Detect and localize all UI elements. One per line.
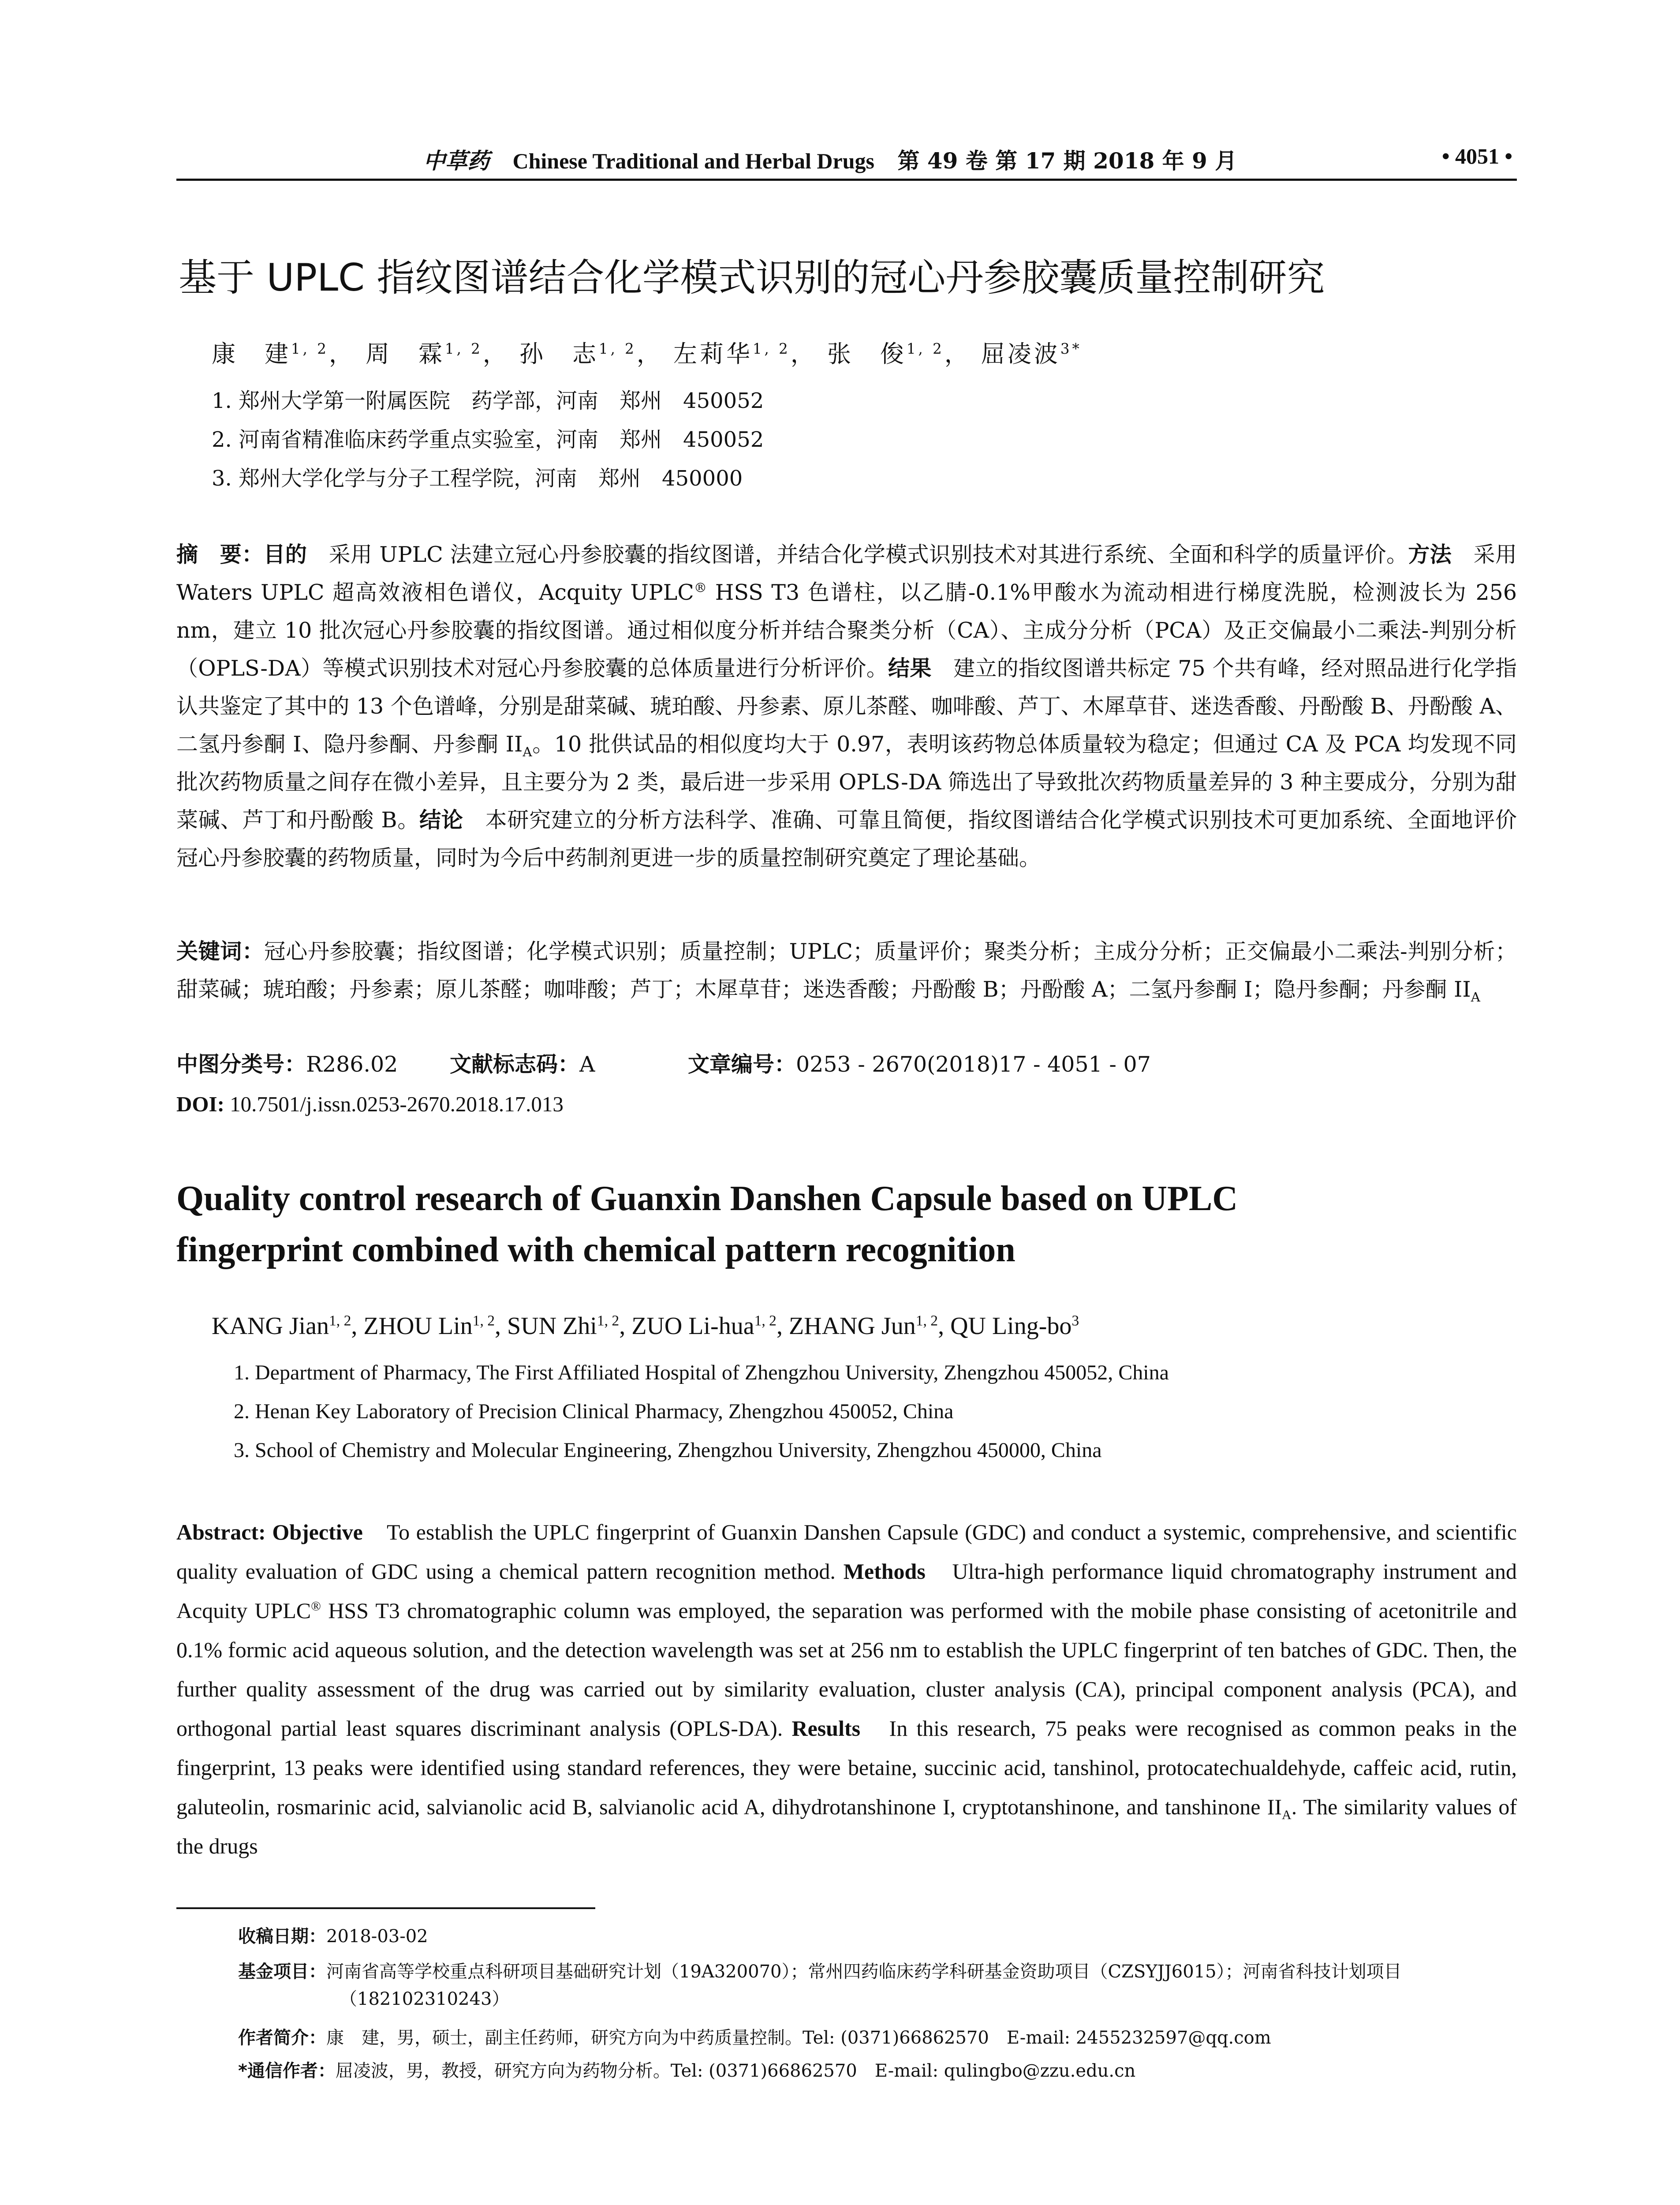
author: SUN Zhi$^{1, 2}$, bbox=[507, 1312, 632, 1340]
author: 周 霖$^{1, 2}$， bbox=[365, 340, 509, 368]
english-affiliation: 1. Department of Pharmacy, The First Affiliated Hospital of Zhengzhou University, Zhengzhou 450052, China bbox=[234, 1361, 1169, 1384]
clc-number: 中图分类号：R286.02 bbox=[176, 1052, 398, 1077]
results-text: 。10 批供试品的相似度均大于 0.97，表明该药物总体质量较为稳定；但通过 CA 及 PCA 均发现不同批次药物质量之间存在微小差异，且主要分为 2 类，最后进一步采用 OPLS-DA 筛选出了导致批次药物质量差异的 3 种主要成分，分别为甜菜碱、芦丁和丹酚酸 B。 bbox=[176, 732, 1517, 833]
author: ZHANG Jun$^{1, 2}$, bbox=[788, 1312, 951, 1340]
english-affiliation: 3. School of Chemistry and Molecular Engineering, Zhengzhou University, Zhengzhou 450000, China bbox=[234, 1439, 1102, 1462]
objective-label: 目的 bbox=[263, 542, 307, 567]
objective-text: To establish the UPLC fingerprint of Guanxin Danshen Capsule (GDC) and conduct a systemic, comprehensive, and scientific quality evaluation of GDC using a chemical pattern recognition method. bbox=[176, 1520, 1517, 1584]
author: 康 建$^{1, 2}$， bbox=[212, 340, 355, 368]
document-code: 文献标志码：A bbox=[450, 1052, 595, 1077]
english-abstract: Abstract: Objective To establish the UPLC fingerprint of Guanxin Danshen Capsule (GDC) and conduct a systemic, comprehensive, and scientific quality evaluation of GDC using a chemical pattern recognition method. Methods Ultra-high performance liquid chromatography instrument and Acquity UPLC® HSS T3 chromatographic column was employed, the separation was performed with the mobile phase consisting of acetonitrile and 0.1% formic acid aqueous solution, and the detection wavelength was set at 256 nm to establish the UPLC fingerprint of ten batches of GDC. Then, the further quality assessment of the drug was carried out by similarity evaluation, cluster analysis (CA), principal component analysis (PCA), and orthogonal partial least squares discriminant analysis (OPLS-DA). Results In this research, 75 peaks were recognised as common peaks in the fingerprint, 13 peaks were identified using standard references, they were betaine, succinic acid, tanshinol, protocatechualdehyde, caffeic acid, rutin, galuteolin, rosmarinic acid, salvianolic acid B, salvianolic acid A, dihydrotanshinone I, cryptotanshinone, and tanshinone $II_A$. The similarity values of the drugs bbox=[176, 1520, 1517, 1858]
running-header bbox=[176, 139, 1517, 181]
chinese-abstract: 摘 要：目的 采用 UPLC 法建立冠心丹参胶囊的指纹图谱，并结合化学模式识别技术对其进行系统、全面和科学的质量评价。方法 采用 Waters UPLC 超高效液相色谱仪，Acquity UPLC® HSS T3 色谱柱，以乙腈-0.1%甲酸水为流动相进行梯度洗脱，检测波长为 256 nm，建立 10 批次冠心丹参胶囊的指纹图谱。通过相似度分析并结合聚类分析（CA）、主成分分析（PCA）及正交偏最小二乘法-判别分析（OPLS-DA）等模式识别技术对冠心丹参胶囊的总体质量进行分析评价。结果 建立的指纹图谱共标定 75 个共有峰，经对照品进行化学指认共鉴定了其中的 13 个色谱峰，分别是甜菜碱、琥珀酸、丹参素、原儿茶醛、咖啡酸、芦丁、木犀草苷、迷迭香酸、丹酚酸 B、丹酚酸 A、二氢丹参酮 I、隐丹参酮、丹参酮 $II_A$。10 批供试品的相似度均大于 0.97，表明该药物总体质量较为稳定；但通过 CA 及 PCA 均发现不同批次药物质量之间存在微小差异，且主要分为 2 类，最后进一步采用 OPLS-DA 筛选出了导致批次药物质量差异的 3 种主要成分，分别为甜菜碱、芦丁和丹酚酸 B。结论 本研究建立的分析方法科学、准确、可靠且简便，指纹图谱结合化学模式识别技术可更加系统、全面地评价冠心丹参胶囊的药物质量，同时为今后中药制剂更进一步的质量控制研究奠定了理论基础。 bbox=[176, 542, 1517, 871]
conclusion-label: 结论 bbox=[419, 807, 463, 833]
journal-line bbox=[423, 143, 1237, 175]
results-label: Results bbox=[791, 1716, 861, 1741]
objective-text: 采用 UPLC 法建立冠心丹参胶囊的指纹图谱，并结合化学模式识别技术对其进行系统、全面和科学的质量评价。 bbox=[307, 542, 1408, 567]
journal-name-en: Chinese Traditional and Herbal Drugs bbox=[512, 149, 874, 173]
doi-line bbox=[176, 1091, 564, 1117]
author: KANG Jian$^{1, 2}$, bbox=[212, 1312, 364, 1340]
journal-name-cn: 中草药 bbox=[423, 148, 489, 174]
doi-link[interactable]: 10.7501/j.issn.0253-2670.2018.17.013 bbox=[224, 1092, 564, 1116]
chinese-affiliation: 1. 郑州大学第一附属医院 药学部，河南 郑州 450052 bbox=[212, 389, 764, 413]
chinese-authors bbox=[212, 335, 1082, 369]
footnote-fund: 基金项目：河南省高等学校重点科研项目基础研究计划（19A320070）；常州四药临床药学科研基金资助项目（CZSYJJ6015）；河南省科技计划项目（182102310243） bbox=[238, 1962, 1402, 2009]
footnote-author: 作者简介：康 建，男，硕士，副主任药师，研究方向为中药质量控制。Tel: (0371)66862570 E-mail: 2455232597@qq.com bbox=[238, 2028, 1271, 2048]
methods-text: 采用 Waters UPLC 超高效液相色谱仪，Acquity UPLC bbox=[176, 542, 1517, 605]
results-text: 建立的指纹图谱共标定 75 个共有峰，经对照品进行化学指认共鉴定了其中的 13 个色谱峰，分别是甜菜碱、琥珀酸、丹参素、原儿茶醛、咖啡酸、芦丁、木犀草苷、迷迭香酸、丹酚酸 B、丹酚酸 A、二氢丹参酮 I、隐丹参酮、丹参酮 II bbox=[176, 656, 1517, 757]
article-number: 文章编号：0253 - 2670(2018)17 - 4051 - 07 bbox=[688, 1052, 1151, 1077]
journal-issue: 第 49 卷 第 17 期 2018 年 9 月 bbox=[897, 148, 1237, 174]
methods-label: 方法 bbox=[1408, 542, 1452, 567]
keywords-label: 关键词： bbox=[176, 939, 264, 964]
results-label: 结果 bbox=[888, 656, 932, 681]
methods-text: Ultra-high performance liquid chromatography instrument and Acquity UPLC bbox=[176, 1559, 1517, 1623]
page-number: • 4051 • bbox=[1441, 144, 1512, 168]
footnote-received: 收稿日期：2018-03-02 bbox=[238, 1926, 428, 1947]
english-affiliation: 2. Henan Key Laboratory of Precision Clinical Pharmacy, Zhengzhou 450052, China bbox=[234, 1400, 954, 1423]
results-text: . The similarity values of the drugs bbox=[176, 1794, 1517, 1858]
chinese-title: 基于 UPLC 指纹图谱结合化学模式识别的冠心丹参胶囊质量控制研究 bbox=[179, 256, 1325, 300]
conclusion-text: 本研究建立的分析方法科学、准确、可靠且简便，指纹图谱结合化学模式识别技术可更加系统、全面地评价冠心丹参胶囊的药物质量，同时为今后中药制剂更进一步的质量控制研究奠定了理论基础。 bbox=[176, 807, 1517, 871]
results-text: In this research, 75 peaks were recognised as common peaks in the fingerprint, 13 peaks were identified using standard references, they were betaine, succinic acid, tanshinol, protocatechualdehyde, caffeic acid, rutin, galuteolin, rosmarinic acid, salvianolic acid B, salvianolic acid A, dihydrotanshinone I, cryptotanshinone, and tanshinone II bbox=[176, 1716, 1517, 1819]
author: QU Ling-$bo^3$ bbox=[950, 1312, 1079, 1340]
author: ZUO Li-hua$^{1, 2}$, bbox=[631, 1312, 789, 1340]
chinese-affiliation: 3. 郑州大学化学与分子工程学院，河南 郑州 450000 bbox=[212, 466, 743, 491]
english-authors bbox=[212, 1312, 1079, 1340]
keywords-text: 冠心丹参胶囊；指纹图谱；化学模式识别；质量控制；UPLC；质量评价；聚类分析；主成分分析；正交偏最小二乘法-判别分析；甜菜碱；琥珀酸；丹参素；原儿茶醛；咖啡酸；芦丁；木犀草苷；迷迭香酸；丹酚酸 B；丹酚酸 A；二氢丹参酮 I；隐丹参酮；丹参酮 II bbox=[176, 939, 1517, 1002]
author: 张 俊$^{1, 2}$， bbox=[827, 340, 971, 368]
author: ZHOU Lin$^{1, 2}$, bbox=[363, 1312, 508, 1340]
methods-label: Methods bbox=[843, 1559, 926, 1584]
methods-text: HSS T3 chromatographic column was employed, the separation was performed with the mobile phase consisting of acetonitrile and 0.1% formic acid aqueous solution, and the detection wavelength was set at 256 nm to establish the UPLC fingerprint of ten batches of GDC. Then, the further quality assessment of the drug was carried out by similarity evaluation, cluster analysis (CA), principal component analysis (PCA), and orthogonal partial least squares discriminant analysis (OPLS-DA). bbox=[176, 1598, 1517, 1741]
chinese-keywords: 关键词：冠心丹参胶囊；指纹图谱；化学模式识别；质量控制；UPLC；质量评价；聚类分析；主成分分析；正交偏最小二乘法-判别分析；甜菜碱；琥珀酸；丹参素；原儿茶醛；咖啡酸；芦丁；木犀草苷；迷迭香酸；丹酚酸 B；丹酚酸 A；二氢丹参酮 I；隐丹参酮；丹参酮 $II_A$ bbox=[176, 939, 1517, 1005]
doi-label: DOI: bbox=[176, 1092, 224, 1116]
footnote-divider bbox=[176, 1907, 595, 1909]
footnote-corresponding: *通信作者：屈凌波，男，教授，研究方向为药物分析。Tel: (0371)66862570 E-mail: qulingbo@zzu.edu.cn bbox=[238, 2061, 1136, 2081]
author: 孙 志$^{1, 2}$， bbox=[519, 340, 663, 368]
classification-row bbox=[176, 1047, 1151, 1078]
english-title: Quality control research of Guanxin Danshen Capsule based on UPLC fingerprint combined with chemical pattern recognition bbox=[176, 1179, 1238, 1269]
objective-label: Abstract: Objective bbox=[176, 1520, 363, 1544]
abstract-label: 摘 要： bbox=[176, 542, 264, 567]
chinese-affiliation: 2. 河南省精准临床药学重点实验室，河南 郑州 450052 bbox=[212, 427, 764, 452]
author: 左莉华$^{1, 2}$， bbox=[673, 340, 817, 368]
methods-text: HSS T3 色谱柱，以乙腈-0.1%甲酸水为流动相进行梯度洗脱，检测波长为 256 nm，建立 10 批次冠心丹参胶囊的指纹图谱。通过相似度分析并结合聚类分析（CA）、主成分分析（PCA）及正交偏最小二乘法-判别分析（OPLS-DA）等模式识别技术对冠心丹参胶囊的总体质量进行分析评价。 bbox=[176, 580, 1517, 681]
author: 屈凌波$^{3*}$ bbox=[981, 340, 1082, 368]
